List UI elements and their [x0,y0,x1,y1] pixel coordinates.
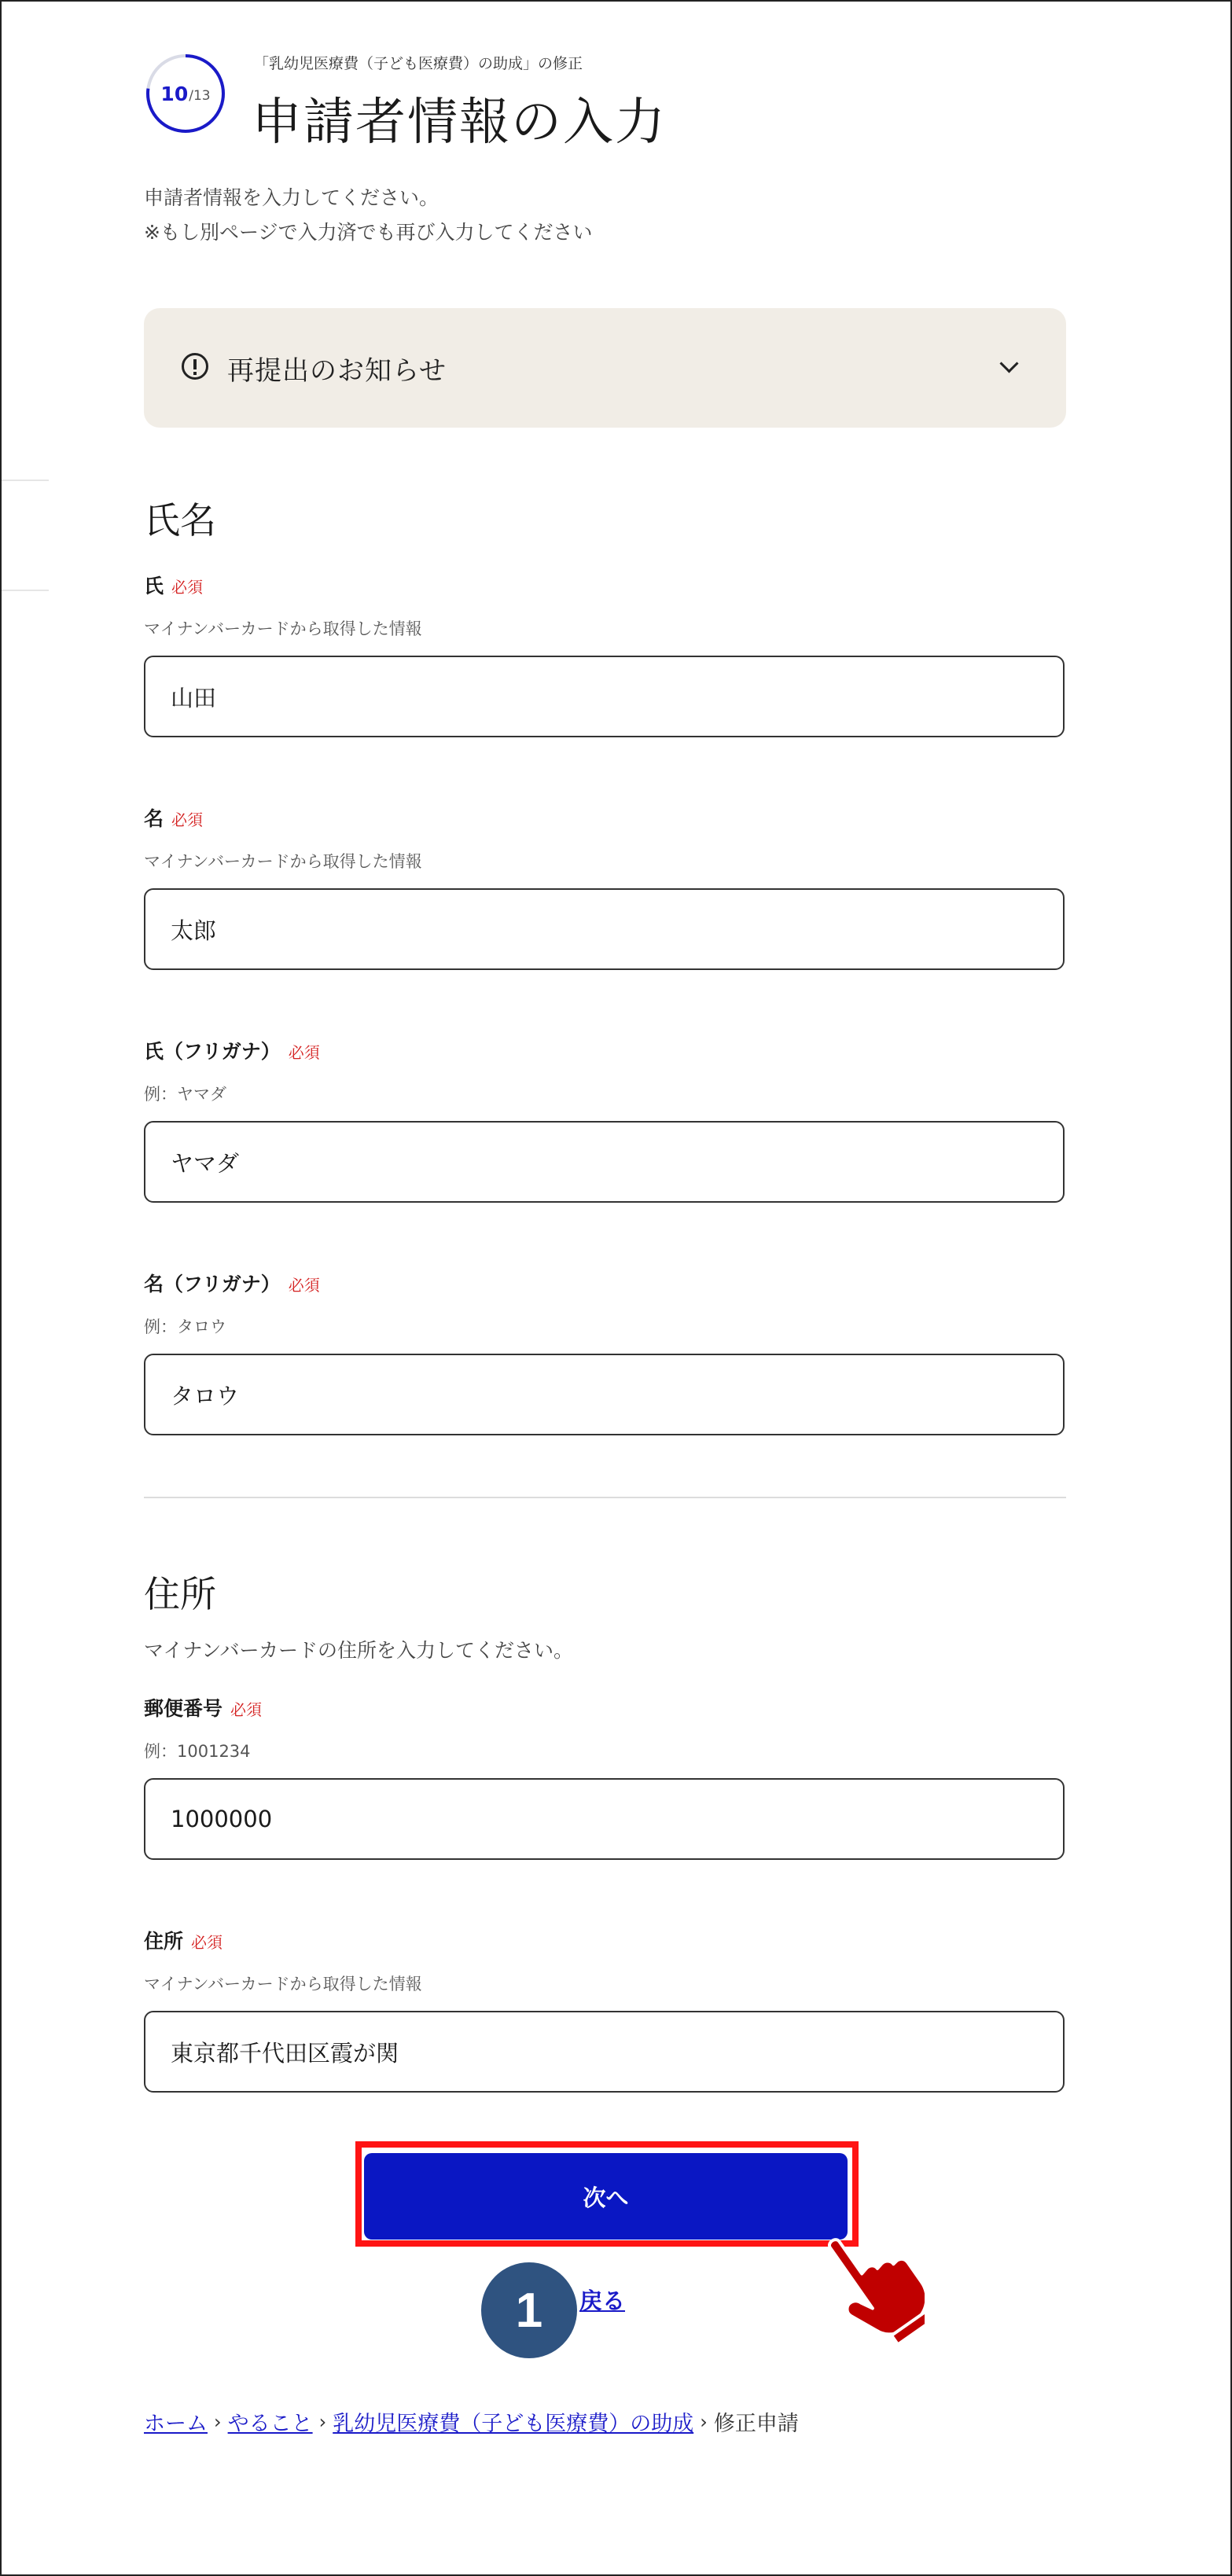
required-badge: 必須 [288,1043,320,1062]
back-link[interactable]: 戻る [579,2288,626,2314]
first-name-kana-input[interactable] [144,1354,1065,1435]
postal-code-input[interactable] [144,1778,1065,1860]
form-subtitle: 「乳幼児医療費（子ども医療費）の助成」の修正 [254,55,583,72]
required-badge: 必須 [171,810,204,829]
postal-code-label: 郵便番号 必須 [144,1697,263,1720]
address-section-description: マイナンバーカードの住所を入力してください。 [144,1639,574,1662]
first-name-label: 名 必須 [144,807,204,830]
address-value: 東京都千代田区霞が関 [171,2039,399,2067]
step-number-badge: 1 [481,2262,577,2358]
first-name-hint: マイナンバーカードから取得した情報 [144,852,422,871]
first-name-kana-label: 名（フリガナ） 必須 [144,1273,320,1295]
side-divider [2,590,49,591]
progress-indicator [144,52,227,135]
last-name-kana-input[interactable] [144,1121,1065,1203]
first-name-kana-value: タロウ [171,1382,240,1409]
breadcrumb [144,2406,799,2437]
address-section-heading: 住所 [144,1573,216,1615]
required-badge: 必須 [288,1276,320,1295]
breadcrumb-subsidy-link[interactable]: 乳幼児医療費（子ども医療費）の助成 [333,2412,694,2436]
breadcrumb-separator: › [318,2410,327,2433]
breadcrumb-todo-link[interactable]: やること [227,2412,313,2436]
required-badge: 必須 [171,578,204,597]
chevron-down-icon [999,354,1018,373]
address-label: 住所 必須 [144,1930,223,1953]
breadcrumb-separator: › [700,2410,708,2433]
last-name-hint: マイナンバーカードから取得した情報 [144,619,422,638]
address-hint: マイナンバーカードから取得した情報 [144,1975,422,1994]
pointing-hand-icon [815,2225,925,2350]
first-name-value: 太郎 [171,917,217,944]
name-section-heading: 氏名 [144,499,216,542]
page-title: 申請者情報の入力 [252,94,667,152]
info-circle-icon [182,353,208,380]
intro-note: ※もし別ページで入力済でも再び入力してください [144,221,593,244]
first-name-input[interactable] [144,888,1065,970]
last-name-kana-hint: 例：ヤマダ [144,1085,226,1104]
next-button[interactable]: 次へ [364,2153,848,2240]
last-name-label: 氏 必須 [144,575,204,597]
last-name-value: 山田 [171,684,217,711]
progress-current: 10 [160,82,189,105]
address-input[interactable] [144,2011,1065,2093]
last-name-kana-value: ヤマダ [171,1149,240,1177]
postal-code-hint: 例：1001234 [144,1742,251,1761]
side-divider [2,480,49,481]
required-badge: 必須 [230,1700,263,1719]
resubmit-notice-accordion[interactable] [144,308,1066,428]
highlight-box [355,2141,859,2247]
breadcrumb-separator: › [214,2410,222,2433]
progress-total: /13 [189,88,211,104]
last-name-kana-label: 氏（フリガナ） 必須 [144,1040,320,1063]
intro-text: 申請者情報を入力してください。 [144,186,439,209]
required-badge: 必須 [191,1933,223,1952]
notice-title: 再提出のお知らせ [227,355,447,387]
section-divider [144,1497,1066,1498]
last-name-input[interactable] [144,656,1065,737]
breadcrumb-current: 修正申請 [713,2412,799,2436]
breadcrumb-home-link[interactable]: ホーム [144,2412,208,2436]
postal-code-value: 1000000 [171,1806,273,1832]
first-name-kana-hint: 例：タロウ [144,1317,226,1336]
